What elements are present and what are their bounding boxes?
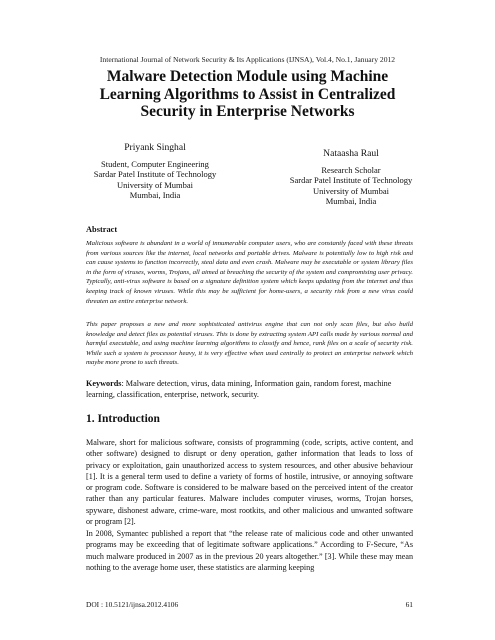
abstract-paragraph: Malicious software is abundant in a world of innumerable computer users, who are constantly faced with these threats from various sources like the internet, local networks and portable drives. Malware is potentially low to high risk and can cause systems to function incorrectly, steal data and even crash. Malware may be executable or system library files in the form of viruses, worms, Trojans, all aimed at breaching the security of the system and compromising user privacy. Typically, anti-virus software is based on a signature definition system which keeps updating from the internet and thus keeping track of known viruses. While this may be sufficient for home-users, a security risk from a new virus could threaten an entire enterprise network. xyxy=(86,240,413,305)
journal-header: International Journal of Network Security & Its Applications (IJNSA), Vol.4, No.1, January 2012 xyxy=(99,55,396,64)
title-line: Security in Enterprise Networks xyxy=(140,103,355,121)
author-affiliation-line: University of Mumbai xyxy=(312,185,390,196)
title-line: Malware Detection Module using Machine xyxy=(106,68,389,85)
author-name: Nataasha Raul xyxy=(323,148,379,159)
abstract-heading: Abstract xyxy=(86,225,118,234)
title-line: Learning Algorithms to Assist in Centralized xyxy=(99,85,396,103)
author-affiliation-line: Sardar Patel Institute of Technology xyxy=(93,169,217,180)
author-affiliation-line: Mumbai, India xyxy=(325,196,377,207)
author-1 xyxy=(70,143,240,201)
body-paragraph: Malware, short for malicious software, consists of programming (code, scripts, active content, and other software) designed to disrupt or deny operation, gather information that leads to loss of privacy or exploitation, gain unauthorized access to system resources, and other abusive behaviour [1]. It is a general term used to define a variety of forms of hostile, intrusive, or annoying software or program code. Software is considered to be malware based on the perceived intent of the creator rather than any particular features. Malware includes computer viruses, worms, Trojan horses, spyware, dishonest adware, crime-ware, most rootkits, and other malicious and unwanted software or program [2]. xyxy=(86,438,413,526)
author-affiliation-line: Research Scholar xyxy=(321,164,381,175)
page-number: 61 xyxy=(405,600,413,609)
section-heading: 1. Introduction xyxy=(86,413,160,425)
doi-text: DOI : 10.5121/ijnsa.2012.4106 xyxy=(86,600,179,609)
author-affiliation-line: Mumbai, India xyxy=(129,190,181,201)
body-paragraph: In 2008, Symantec published a report that “the release rate of malicious code and other unwanted programs may be exceeding that of legitimate software applications.” According to F-Secure, “As much malware produced in 2007 as in the previous 20 years altogether.” [3]. While these may mean nothing to the average home user, these statistics are alarming keeping xyxy=(86,529,413,572)
author-name: Priyank Singhal xyxy=(124,142,186,153)
keywords xyxy=(86,378,413,400)
author-affiliation-line: University of Mumbai xyxy=(116,179,194,190)
paper-title xyxy=(70,68,425,121)
author-block xyxy=(70,143,440,213)
author-affiliation-line: Sardar Patel Institute of Technology xyxy=(289,175,413,186)
author-2 xyxy=(262,149,440,207)
keywords-label: Keywords xyxy=(86,379,122,388)
abstract-paragraph: This paper proposes a new and more sophisticated antivirus engine that can not only scan files, but also build knowledge and detect files as potential viruses. This is done by extracting system API calls made by various normal and harmful executable, and using machine learning algorithms to classify and hence, rank files on a scale of security risk. While such a system is processor heavy, it is very effective when used centrally to protect an enterprise network which maybe more prone to such threats. xyxy=(86,321,413,367)
keywords-text: : Malware detection, virus, data mining, Information gain, random forest, machine learning, classification, enterprise, network, security. xyxy=(86,379,392,399)
author-affiliation-line: Student, Computer Engineering xyxy=(101,158,209,169)
